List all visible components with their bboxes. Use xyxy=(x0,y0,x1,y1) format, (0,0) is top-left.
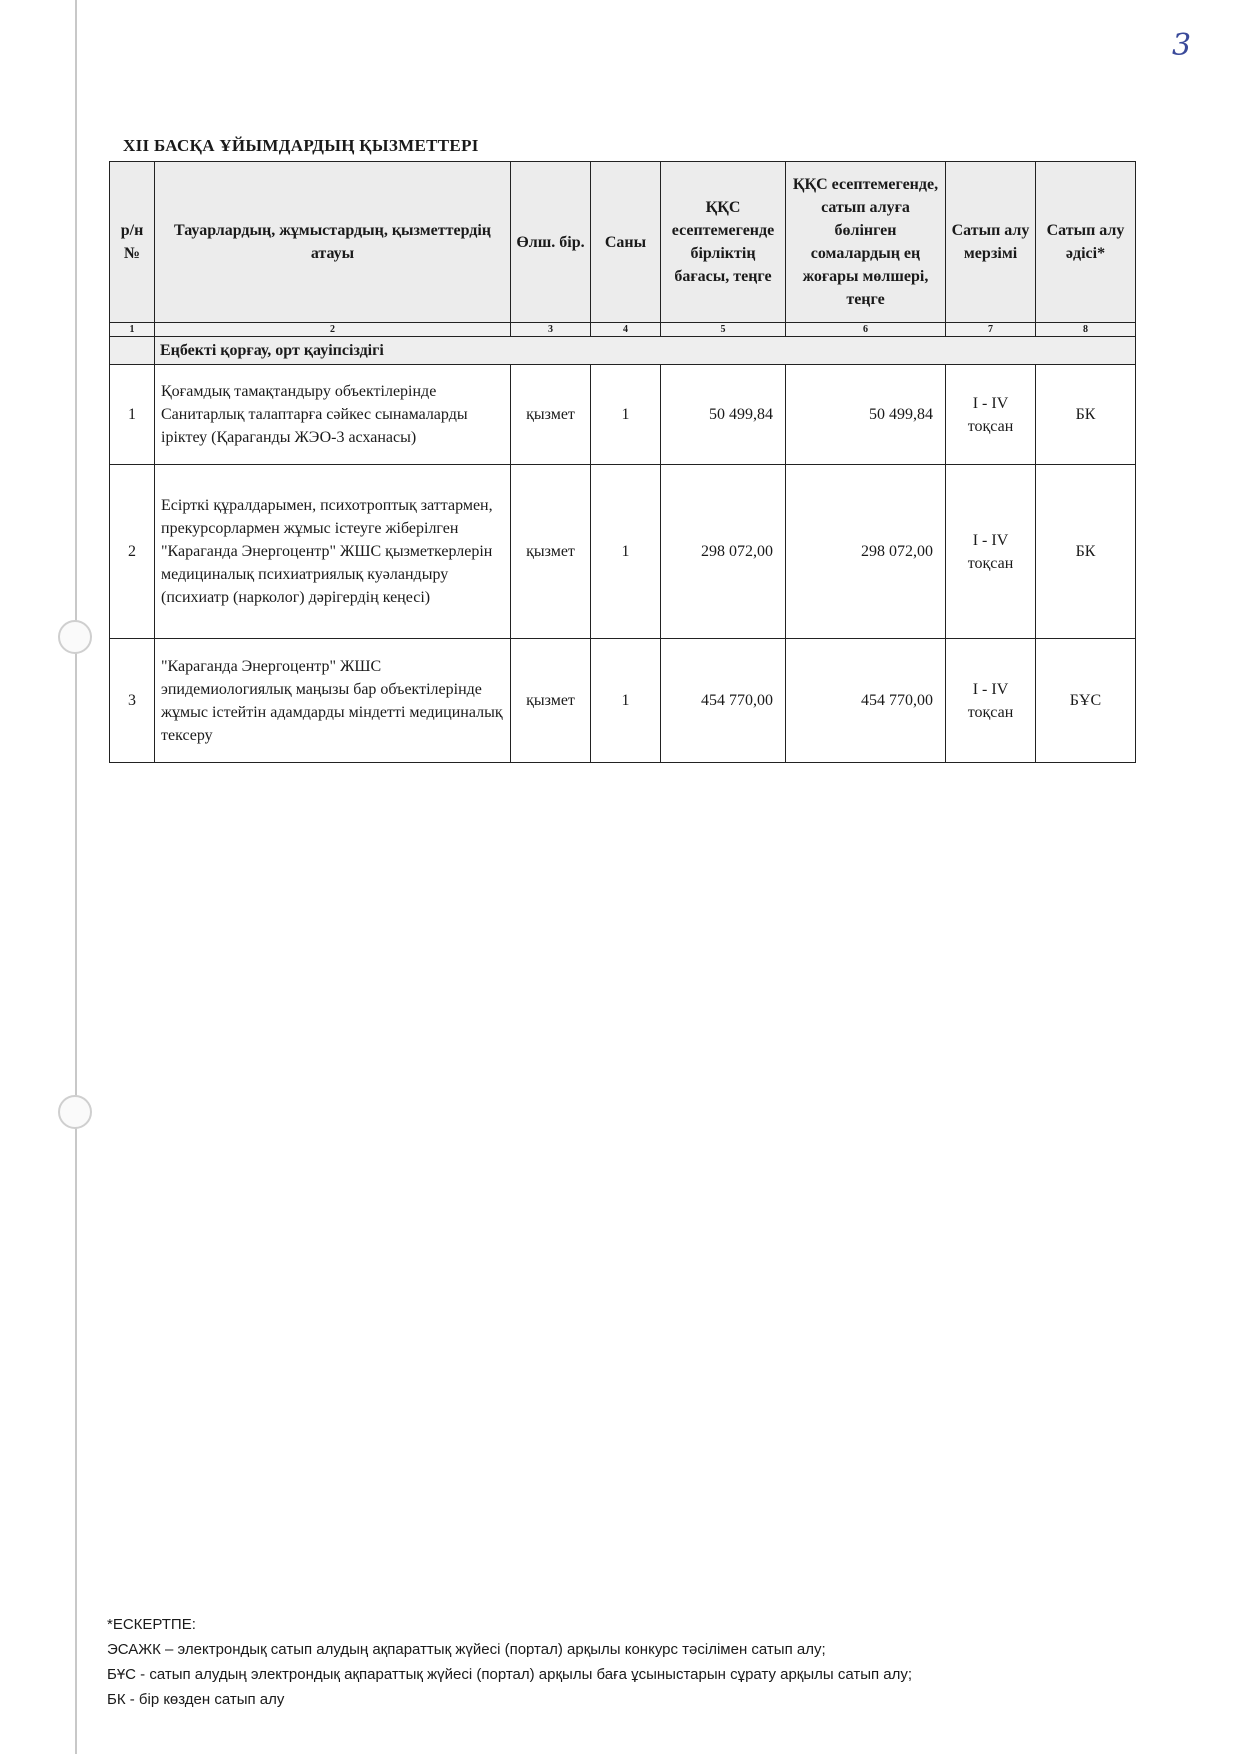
footnote-line: ЭСАЖК – электрондық сатып алудың ақпараттық жүйесі (портал) арқылы конкурс тәсілімен сатып алу; xyxy=(107,1641,826,1658)
row-unit: қызмет xyxy=(511,365,591,465)
row-total: 50 499,84 xyxy=(786,365,946,465)
row-index: 1 xyxy=(110,365,155,465)
column-number-row xyxy=(110,323,1136,337)
row-method: БК xyxy=(1036,465,1136,639)
handwritten-page-number: 3 xyxy=(1172,28,1192,63)
row-unit-price: 454 770,00 xyxy=(661,639,786,763)
table-row xyxy=(110,465,1136,639)
row-name: Есірткі құралдарымен, психотроптық заттармен, прекурсорлармен жұмыс істеуге жіберілген "Караганда Энергоцентр" ЖШС қызметкерлерін медициналық психиатриялық куәландыру (психиатр (нарколог) дәрігердің кеңесі) xyxy=(155,465,511,639)
table-row xyxy=(110,365,1136,465)
column-number: 4 xyxy=(591,323,661,337)
column-number: 5 xyxy=(661,323,786,337)
row-name: Қоғамдық тамақтандыру объектілерінде Санитарлық талаптарға сәйкес сынамаларды іріктеу (Қараганды ЖЭО-3 асханасы) xyxy=(155,365,511,465)
binding-margin-line xyxy=(75,0,77,1754)
header-method: Сатып алу әдісі* xyxy=(1036,162,1136,323)
row-unit: қызмет xyxy=(511,639,591,763)
section-title: XII БАСҚА ҰЙЫМДАРДЫҢ ҚЫЗМЕТТЕРІ xyxy=(123,136,479,155)
header-unit-price: ҚҚС есептемегенде бірліктің бағасы, теңге xyxy=(661,162,786,323)
header-total: ҚҚС есептемегенде, сатып алуға бөлінген сомалардың ең жоғары мөлшері, теңге xyxy=(786,162,946,323)
category-label: Еңбекті қорғау, орт қауіпсіздігі xyxy=(155,337,1136,365)
row-unit-price: 50 499,84 xyxy=(661,365,786,465)
column-number: 8 xyxy=(1036,323,1136,337)
punch-hole xyxy=(58,1095,92,1129)
header-unit: Өлш. бір. xyxy=(511,162,591,323)
row-unit: қызмет xyxy=(511,465,591,639)
row-name: "Караганда Энергоцентр" ЖШС эпидемиологиялық маңызы бар объектілерінде жұмыс істейтін адамдарды міндетті медициналық тексеру xyxy=(155,639,511,763)
header-name: Тауарлардың, жұмыстардың, қызметтердің атауы xyxy=(155,162,511,323)
header-quantity: Саны xyxy=(591,162,661,323)
row-index: 3 xyxy=(110,639,155,763)
row-period: I - IV тоқсан xyxy=(946,365,1036,465)
row-method: БҰС xyxy=(1036,639,1136,763)
row-quantity: 1 xyxy=(591,465,661,639)
column-number: 1 xyxy=(110,323,155,337)
category-empty-cell xyxy=(110,337,155,365)
row-total: 454 770,00 xyxy=(786,639,946,763)
punch-hole xyxy=(58,620,92,654)
row-period: I - IV тоқсан xyxy=(946,465,1036,639)
footnote-title: *ЕСКЕРТПЕ: xyxy=(107,1616,196,1633)
column-number: 2 xyxy=(155,323,511,337)
row-period: I - IV тоқсан xyxy=(946,639,1036,763)
table-row xyxy=(110,639,1136,763)
row-index: 2 xyxy=(110,465,155,639)
row-quantity: 1 xyxy=(591,365,661,465)
column-number: 6 xyxy=(786,323,946,337)
footnote-line: БҰС - сатып алудың электрондық ақпараттық жүйесі (портал) арқылы баға ұсыныстарын сұрату арқылы сатып алу; xyxy=(107,1666,913,1683)
table-header-row xyxy=(110,162,1136,323)
row-unit-price: 298 072,00 xyxy=(661,465,786,639)
row-total: 298 072,00 xyxy=(786,465,946,639)
category-row xyxy=(110,337,1136,365)
column-number: 7 xyxy=(946,323,1036,337)
header-period: Сатып алу мерзімі xyxy=(946,162,1036,323)
footnote-line: БК - бір көзден сатып алу xyxy=(107,1691,285,1708)
row-quantity: 1 xyxy=(591,639,661,763)
column-number: 3 xyxy=(511,323,591,337)
header-index: р/н № xyxy=(110,162,155,323)
footnote xyxy=(107,1612,912,1712)
procurement-table xyxy=(109,161,1136,763)
row-method: БК xyxy=(1036,365,1136,465)
